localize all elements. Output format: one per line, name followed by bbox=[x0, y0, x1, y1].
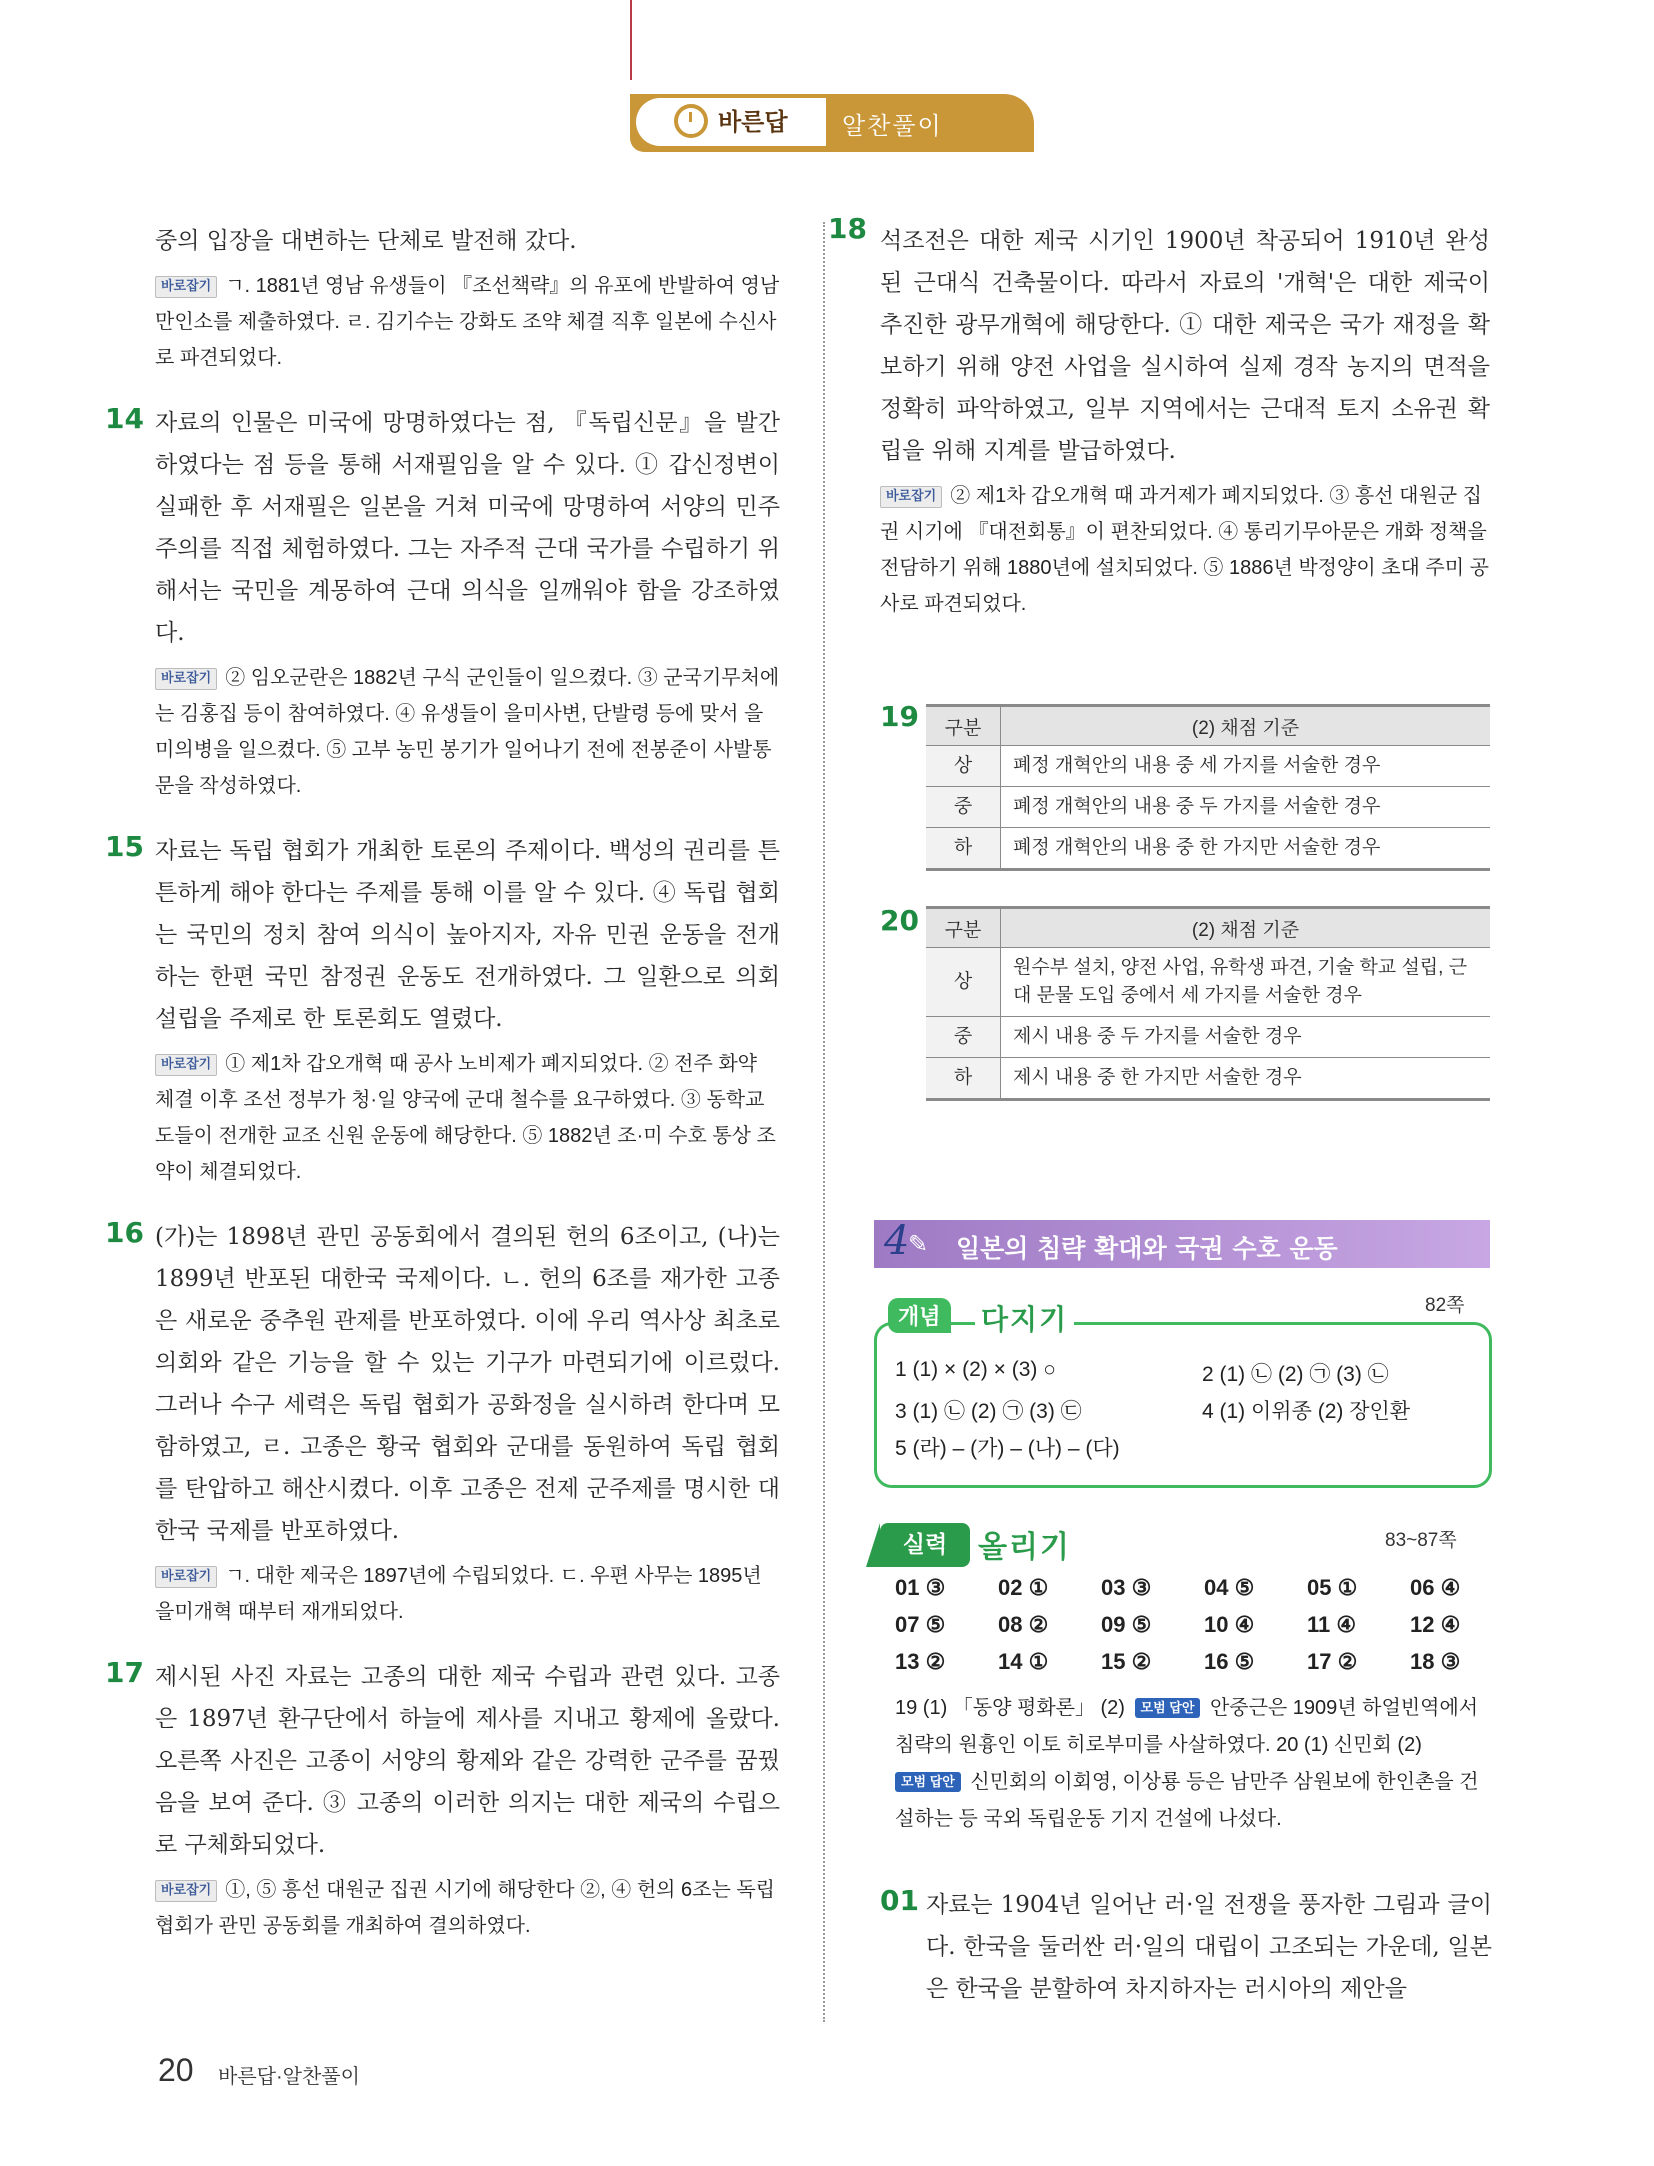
skill-page-ref: 83~87쪽 bbox=[1385, 1530, 1457, 1551]
skill-tag: 실력 bbox=[880, 1523, 970, 1567]
grade-cell: 하 bbox=[926, 1058, 1001, 1100]
question-16 bbox=[105, 1216, 780, 1630]
section-title: 일본의 침략 확대와 국권 수호 운동 bbox=[956, 1234, 1338, 1263]
answer-cell: 08 ② bbox=[998, 1612, 1049, 1637]
table-row bbox=[926, 828, 1490, 870]
grade-cell: 상 bbox=[926, 746, 1001, 787]
concept-page-ref: 82쪽 bbox=[1425, 1295, 1465, 1316]
q20-table-wrap bbox=[926, 906, 1490, 1101]
criteria-cell: 원수부 설치, 양전 사업, 유학생 파견, 기술 학교 설립, 근대 문물 도입 중에서 세 가지를 서술한 경우 bbox=[1001, 948, 1491, 1017]
table-header-row bbox=[926, 908, 1490, 948]
model-answer-badge: 모범 답안 bbox=[895, 1772, 961, 1792]
correction-badge: 바로잡기 bbox=[155, 668, 217, 690]
q20-grading-table bbox=[926, 906, 1490, 1101]
table-header-cell: 구분 bbox=[926, 908, 1001, 948]
clock-icon bbox=[674, 104, 708, 138]
q17-note bbox=[155, 1872, 780, 1944]
header-tab bbox=[630, 94, 1034, 152]
answer-cell: 15 ② bbox=[1101, 1649, 1152, 1674]
right-column bbox=[828, 212, 1490, 622]
q01-body: 자료는 1904년 일어난 러·일 전쟁을 풍자한 그림과 글이다. 한국을 둘러싼 러·일의 대립이 고조되는 가운데, 일본은 한국을 분할하여 차지하자는 러시아의 제안을 bbox=[926, 1892, 1492, 2002]
correction-badge: 바로잡기 bbox=[155, 1566, 217, 1588]
criteria-cell: 폐정 개혁안의 내용 중 한 가지만 서술한 경우 bbox=[1001, 828, 1491, 870]
answer-cell: 13 ② bbox=[895, 1649, 946, 1674]
q17-body: 제시된 사진 자료는 고종의 대한 제국 수립과 관련 있다. 고종은 1897년 환구단에서 하늘에 제사를 지내고 황제에 올랐다. 오른쪽 사진은 고종이 서양의 황제와 같은 강력한 군주를 꿈꿨음을 보여 준다. ③ 고종의 이러한 의지는 대한 제국의 수립으로 구체화되었다. bbox=[155, 1664, 780, 1858]
q17-number: 17 bbox=[105, 1656, 144, 1689]
answer-cell: 07 ⑤ bbox=[895, 1612, 946, 1637]
concept-answer-5: 5 (라) – (가) – (나) – (다) bbox=[895, 1437, 1120, 1460]
q15-note-text: ① 제1차 갑오개혁 때 공사 노비제가 폐지되었다. ② 전주 화약 체결 이후 조선 정부가 청·일 양국에 군대 철수를 요구하였다. ③ 동학교도들이 전개한 교조 신원 운동에 해당한다. ⑤ 1882년 조·미 수호 통상 조약이 체결되었다. bbox=[155, 1053, 776, 1183]
question-18 bbox=[828, 212, 1490, 622]
question-15 bbox=[105, 830, 780, 1190]
question-17 bbox=[105, 1656, 780, 1944]
answer-cell: 03 ③ bbox=[1101, 1575, 1152, 1600]
section-number: 4 bbox=[884, 1218, 910, 1264]
skill-subtag: 올리기 bbox=[978, 1530, 1071, 1565]
q18-note bbox=[880, 478, 1490, 622]
q14-body: 자료의 인물은 미국에 망명하였다는 점, 『독립신문』을 발간하였다는 점 등을 통해 서재필임을 알 수 있다. ① 갑신정변이 실패한 후 서재필은 일본을 거쳐 미국에 망명하여 서양의 민주주의를 직접 체험하였다. 그는 자주적 근대 국가를 수립하기 위해서는 국민을 계몽하여 근대 의식을 일깨워야 함을 강조하였다. bbox=[155, 410, 780, 646]
correction-badge: 바로잡기 bbox=[880, 486, 942, 508]
concept-answer-2: 2 (1) ㉡ (2) ㉠ (3) ㉡ bbox=[1202, 1363, 1389, 1386]
q15-body: 자료는 독립 협회가 개최한 토론의 주제이다. 백성의 권리를 튼튼하게 해야 한다는 주제를 통해 이를 알 수 있다. ④ 독립 협회는 국민의 정치 참여 의식이 높아지자, 자유 민권 운동을 전개하는 한편 국민 참정권 운동도 전개하였다. 그 일환으로 의회 설립을 주제로 한 토론회도 열렸다. bbox=[155, 838, 780, 1032]
header-brand-light: 알찬풀이 bbox=[842, 112, 943, 140]
table-row bbox=[926, 948, 1490, 1017]
answer-cell: 18 ③ bbox=[1410, 1649, 1461, 1674]
q16-note-text: ㄱ. 대한 제국은 1897년에 수립되었다. ㄷ. 우편 사무는 1895년 을미개혁 때부터 재개되었다. bbox=[155, 1565, 762, 1623]
intro-line: 중의 입장을 대변하는 단체로 발전해 갔다. bbox=[155, 228, 577, 254]
answer-cell: 05 ① bbox=[1307, 1575, 1358, 1600]
answer-cell: 17 ② bbox=[1307, 1649, 1358, 1674]
q01-number: 01 bbox=[880, 1884, 919, 1917]
q14-note bbox=[155, 660, 780, 804]
answer-cell: 01 ③ bbox=[895, 1575, 946, 1600]
concept-answer-3: 3 (1) ㉡ (2) ㉠ (3) ㉢ bbox=[895, 1400, 1082, 1423]
criteria-cell: 폐정 개혁안의 내용 중 세 가지를 서술한 경우 bbox=[1001, 746, 1491, 787]
table-row bbox=[926, 746, 1490, 787]
column-divider bbox=[823, 222, 825, 2022]
criteria-cell: 제시 내용 중 두 가지를 서술한 경우 bbox=[1001, 1017, 1491, 1058]
correction-badge: 바로잡기 bbox=[155, 276, 217, 298]
section-header bbox=[874, 1220, 1490, 1268]
answer-cell: 16 ⑤ bbox=[1204, 1649, 1255, 1674]
grade-cell: 중 bbox=[926, 1017, 1001, 1058]
correction-badge: 바로잡기 bbox=[155, 1880, 217, 1902]
answer-cell: 09 ⑤ bbox=[1101, 1612, 1152, 1637]
q20-number: 20 bbox=[880, 904, 919, 937]
correction-badge: 바로잡기 bbox=[155, 1054, 217, 1076]
table-header-row bbox=[926, 706, 1490, 746]
table-header-cell: (2) 채점 기준 bbox=[1001, 908, 1491, 948]
table-header-cell: 구분 bbox=[926, 706, 1001, 746]
left-column bbox=[105, 228, 780, 1944]
answer-cell: 12 ④ bbox=[1410, 1612, 1461, 1637]
page-number: 20 bbox=[158, 2052, 194, 2088]
q19-grading-table bbox=[926, 704, 1490, 871]
q20-answer-text: 신민회의 이회영, 이상룡 등은 남만주 삼원보에 한인촌을 건설하는 등 국외 독립운동 기지 건설에 나섰다. bbox=[895, 1771, 1479, 1830]
q19-answer-text: 안중근은 1909년 하얼빈역에서 침략의 원흉인 이토 히로부미를 사살하였다. bbox=[895, 1697, 1479, 1756]
q18-number: 18 bbox=[828, 212, 867, 245]
footer-book-title: 바른답·알찬풀이 bbox=[218, 2066, 360, 2088]
q16-number: 16 bbox=[105, 1216, 144, 1249]
answer-cell: 06 ④ bbox=[1410, 1575, 1461, 1600]
intro-note-text: ㄱ. 1881년 영남 유생들이 『조선책략』의 유포에 반발하여 영남 만인소를 제출하였다. ㄹ. 김기수는 강화도 조약 체결 직후 일본에 수신사로 파견되었다. bbox=[155, 275, 780, 369]
skill-written-answers bbox=[895, 1690, 1485, 1838]
concept-answer-1: 1 (1) × (2) × (3) ○ bbox=[895, 1358, 1056, 1381]
q17-note-text: ①, ⑤ 흥선 대원군 집권 시기에 해당한다 ②, ④ 헌의 6조는 독립 협회가 관민 공동회를 개최하여 결의하였다. bbox=[155, 1879, 775, 1937]
header-brand-bold: 바른답 bbox=[718, 108, 788, 136]
q14-number: 14 bbox=[105, 402, 144, 435]
q19-table-wrap bbox=[926, 704, 1490, 871]
q15-note bbox=[155, 1046, 780, 1190]
table-header-cell: (2) 채점 기준 bbox=[1001, 706, 1491, 746]
grade-cell: 중 bbox=[926, 787, 1001, 828]
table-row bbox=[926, 787, 1490, 828]
q14-note-text: ② 임오군란은 1882년 구식 군인들이 일으켰다. ③ 군국기무처에는 김홍집 등이 참여하였다. ④ 유생들이 을미사변, 단발령 등에 맞서 을미의병을 일으켰다. ⑤ 고부 농민 봉기가 일어나기 전에 전봉준이 사발통문을 작성하였다. bbox=[155, 667, 780, 797]
top-accent-line bbox=[630, 0, 632, 80]
answer-cell: 04 ⑤ bbox=[1204, 1575, 1255, 1600]
q19-number: 19 bbox=[880, 700, 919, 733]
answer-cell: 14 ① bbox=[998, 1649, 1049, 1674]
grade-cell: 하 bbox=[926, 828, 1001, 870]
pencil-icon: ✎ bbox=[908, 1230, 929, 1258]
q16-body: (가)는 1898년 관민 공동회에서 결의된 헌의 6조이고, (나)는 1899년 반포된 대한국 국제이다. ㄴ. 헌의 6조를 재가한 고종은 새로운 중추원 관제를 반포하였다. 이에 우리 역사상 최초로 의회와 같은 기능을 할 수 있는 기구가 마련되기에 이르렀다. 그러나 수구 세력은 독립 협회가 공화정을 실시하려 한다며 모함하였고, ㄹ. 고종은 황국 협회와 군대를 동원하여 독립 협회를 탄압하고 해산시켰다. 이후 고종은 전제 군주제를 명시한 대한국 국제를 반포하였다. bbox=[155, 1224, 780, 1544]
table-row bbox=[926, 1017, 1490, 1058]
criteria-cell: 폐정 개혁안의 내용 중 두 가지를 서술한 경우 bbox=[1001, 787, 1491, 828]
model-answer-badge: 모범 답안 bbox=[1135, 1698, 1201, 1718]
concept-subtag: 다지기 bbox=[975, 1298, 1074, 1338]
q15-number: 15 bbox=[105, 830, 144, 863]
q18-body: 석조전은 대한 제국 시기인 1900년 착공되어 1910년 완성된 근대식 건축물이다. 따라서 자료의 '개혁'은 대한 제국이 추진한 광무개혁에 해당한다. ① 대한 제국은 국가 재정을 확보하기 위해 양전 사업을 실시하여 실제 경작 농지의 면적을 정확히 파악하였고, 일부 지역에서는 근대적 토지 소유권 확립을 위해 지계를 발급하였다. bbox=[880, 228, 1490, 464]
criteria-cell: 제시 내용 중 한 가지만 서술한 경우 bbox=[1001, 1058, 1491, 1100]
concept-tag: 개념 bbox=[888, 1298, 951, 1333]
intro-note bbox=[155, 268, 780, 376]
q16-note bbox=[155, 1558, 780, 1630]
grade-cell: 상 bbox=[926, 948, 1001, 1017]
table-row bbox=[926, 1058, 1490, 1100]
q19-answer-lead: 19 (1) 「동양 평화론」 (2) bbox=[895, 1697, 1125, 1719]
answer-cell: 02 ① bbox=[998, 1575, 1049, 1600]
q18-note-text: ② 제1차 갑오개혁 때 과거제가 폐지되었다. ③ 흥선 대원군 집권 시기에 『대전회통』이 편찬되었다. ④ 통리기무아문은 개화 정책을 전담하기 위해 1880년에 설치되었다. ⑤ 1886년 박정양이 초대 주미 공사로 파견되었다. bbox=[880, 485, 1489, 615]
q20-answer-lead: 20 (1) 신민회 (2) bbox=[1276, 1734, 1422, 1756]
concept-answer-4: 4 (1) 이위종 (2) 장인환 bbox=[1202, 1400, 1411, 1423]
question-14 bbox=[105, 402, 780, 804]
answer-cell: 10 ④ bbox=[1204, 1612, 1255, 1637]
answer-cell: 11 ④ bbox=[1307, 1612, 1357, 1637]
